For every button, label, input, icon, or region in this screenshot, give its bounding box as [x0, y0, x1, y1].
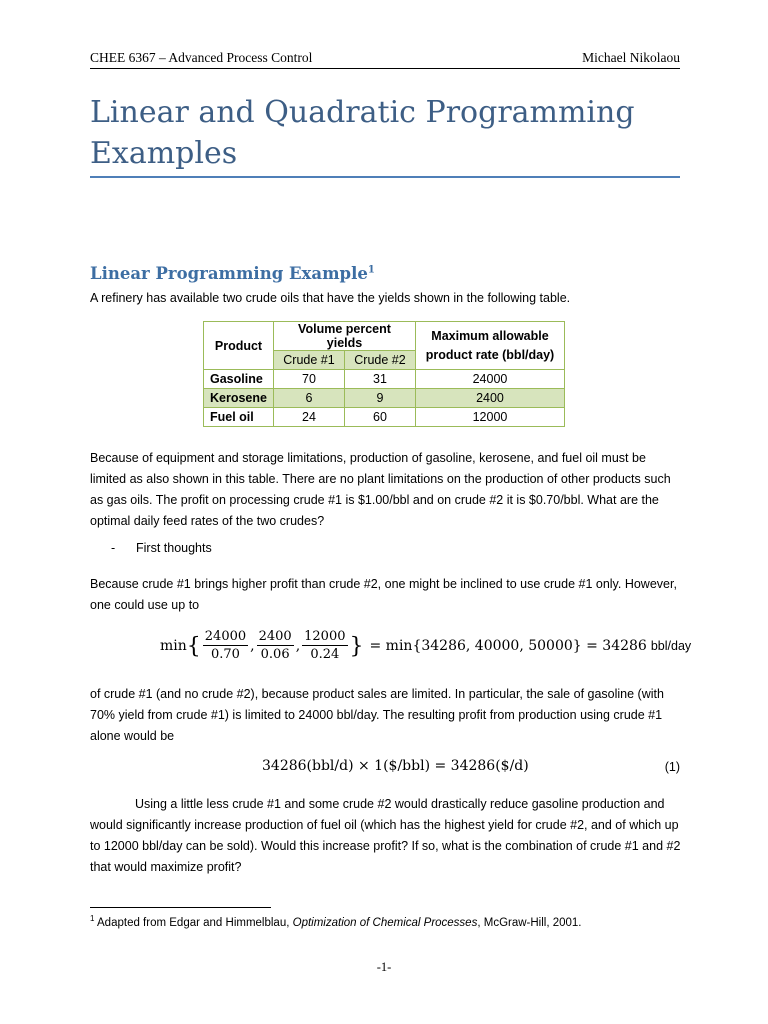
mixing-paragraph: Using a little less crude #1 and some crude #2 would drastically reduce gasoline production and would significantly increase production of fuel oil (which has the highest yield for crude #2, and of which up to 12000 bbl/day can be sold). Would this increase profit? If so, what is the combination of crude #1 and #2 that would maximize profit? [90, 797, 681, 874]
eq-open-brace: { [186, 633, 201, 659]
footnote-book-title: Optimization of Chemical Processes [292, 916, 478, 929]
table-cell-crude2: 9 [344, 389, 415, 408]
eq-comma: , [250, 638, 255, 654]
intro-paragraph: A refinery has available two crude oils that have the yields shown in the following table. [90, 291, 571, 305]
constraints-paragraph: Because of equipment and storage limitations, production of gasoline, kerosene, and fuel oil must be limited as also shown in this table. There are no plant limitations on the production of other products such as gas oils. The profit on processing crude #1 is $1.00/bbl and on crude #2 it is $0.70/bbl. What are the optimal daily feed rates of the two crudes? [90, 451, 671, 528]
section-heading [90, 264, 375, 283]
table-header-yields: Volume percent yields [273, 322, 415, 351]
bullet-first-thoughts: First thoughts [136, 541, 212, 555]
table-row [204, 408, 565, 427]
bullet-marker: - [111, 541, 116, 555]
table-row [204, 370, 565, 389]
equation-profit: 34286(bbl/d) × 1($/bbl) = 34286($/d) [262, 758, 529, 774]
footnote: $^1$ Adapted from Edgar and Himmelblau, Optimization of Chemical Processes, McGraw-Hill, 2001. [90, 914, 582, 929]
table-cell-product: Fuel oil [204, 408, 274, 427]
table-cell-max: 24000 [415, 370, 564, 389]
section-heading-text: Linear Programming Example [90, 264, 368, 283]
first-thoughts-paragraph: Because crude #1 brings higher profit than crude #2, one might be inclined to use crude #1 only. However, one could use up to [90, 577, 677, 612]
table-cell-crude1: 70 [273, 370, 344, 389]
footnote-reference[interactable]: 1 [367, 264, 375, 276]
table-header-crude1: Crude #1 [273, 351, 344, 370]
table-cell-max: 12000 [415, 408, 564, 427]
equation-number: (1) [664, 760, 680, 774]
eq-close-brace: } [349, 633, 364, 659]
table-cell-crude2: 31 [344, 370, 415, 389]
footnote-divider [90, 907, 271, 908]
running-header-course: CHEE 6367 – Advanced Process Control [90, 50, 313, 65]
table-cell-crude1: 24 [273, 408, 344, 427]
eq-rhs: = min{34286, 40000, 50000} = 34286 [369, 638, 647, 654]
table-header-max-rate: Maximum allowable product rate (bbl/day) [415, 322, 564, 370]
page-number: -1- [376, 960, 392, 974]
eq-min: min [160, 638, 187, 654]
table-cell-product: Gasoline [204, 370, 274, 389]
eq-fraction-gasoline: $\frac{24000}{0.70}$ [204, 629, 247, 662]
table-row [204, 389, 565, 408]
equation-min-feed [160, 628, 691, 664]
header-divider [90, 68, 680, 69]
eq-fraction-kerosene: $\frac{2400}{0.06}$ [258, 629, 292, 662]
eq-unit: bbl/day [650, 639, 692, 653]
title-divider [90, 176, 680, 178]
footnote-mark: 1 [90, 914, 95, 923]
table-cell-max: 2400 [415, 389, 564, 408]
table-cell-crude2: 60 [344, 408, 415, 427]
table-header-product: Product [204, 322, 274, 370]
running-header-author: Michael Nikolaou [582, 50, 680, 65]
yields-table [203, 321, 565, 427]
table-header-crude2: Crude #2 [344, 351, 415, 370]
table-cell-product: Kerosene [204, 389, 274, 408]
document-title: Linear and Quadratic Programming Examples [90, 95, 635, 171]
eq-comma: , [295, 638, 301, 654]
eq-fraction-fuel-oil: $\frac{12000}{0.24}$ [304, 629, 346, 662]
gasoline-limit-paragraph: of crude #1 (and no crude #2), because product sales are limited. In particular, the sale of gasoline (with 70% yield from crude #1) is limited to 24000 bbl/day. The resulting profit from production using crude #1 alone would be [90, 687, 664, 743]
table-cell-crude1: 6 [273, 389, 344, 408]
